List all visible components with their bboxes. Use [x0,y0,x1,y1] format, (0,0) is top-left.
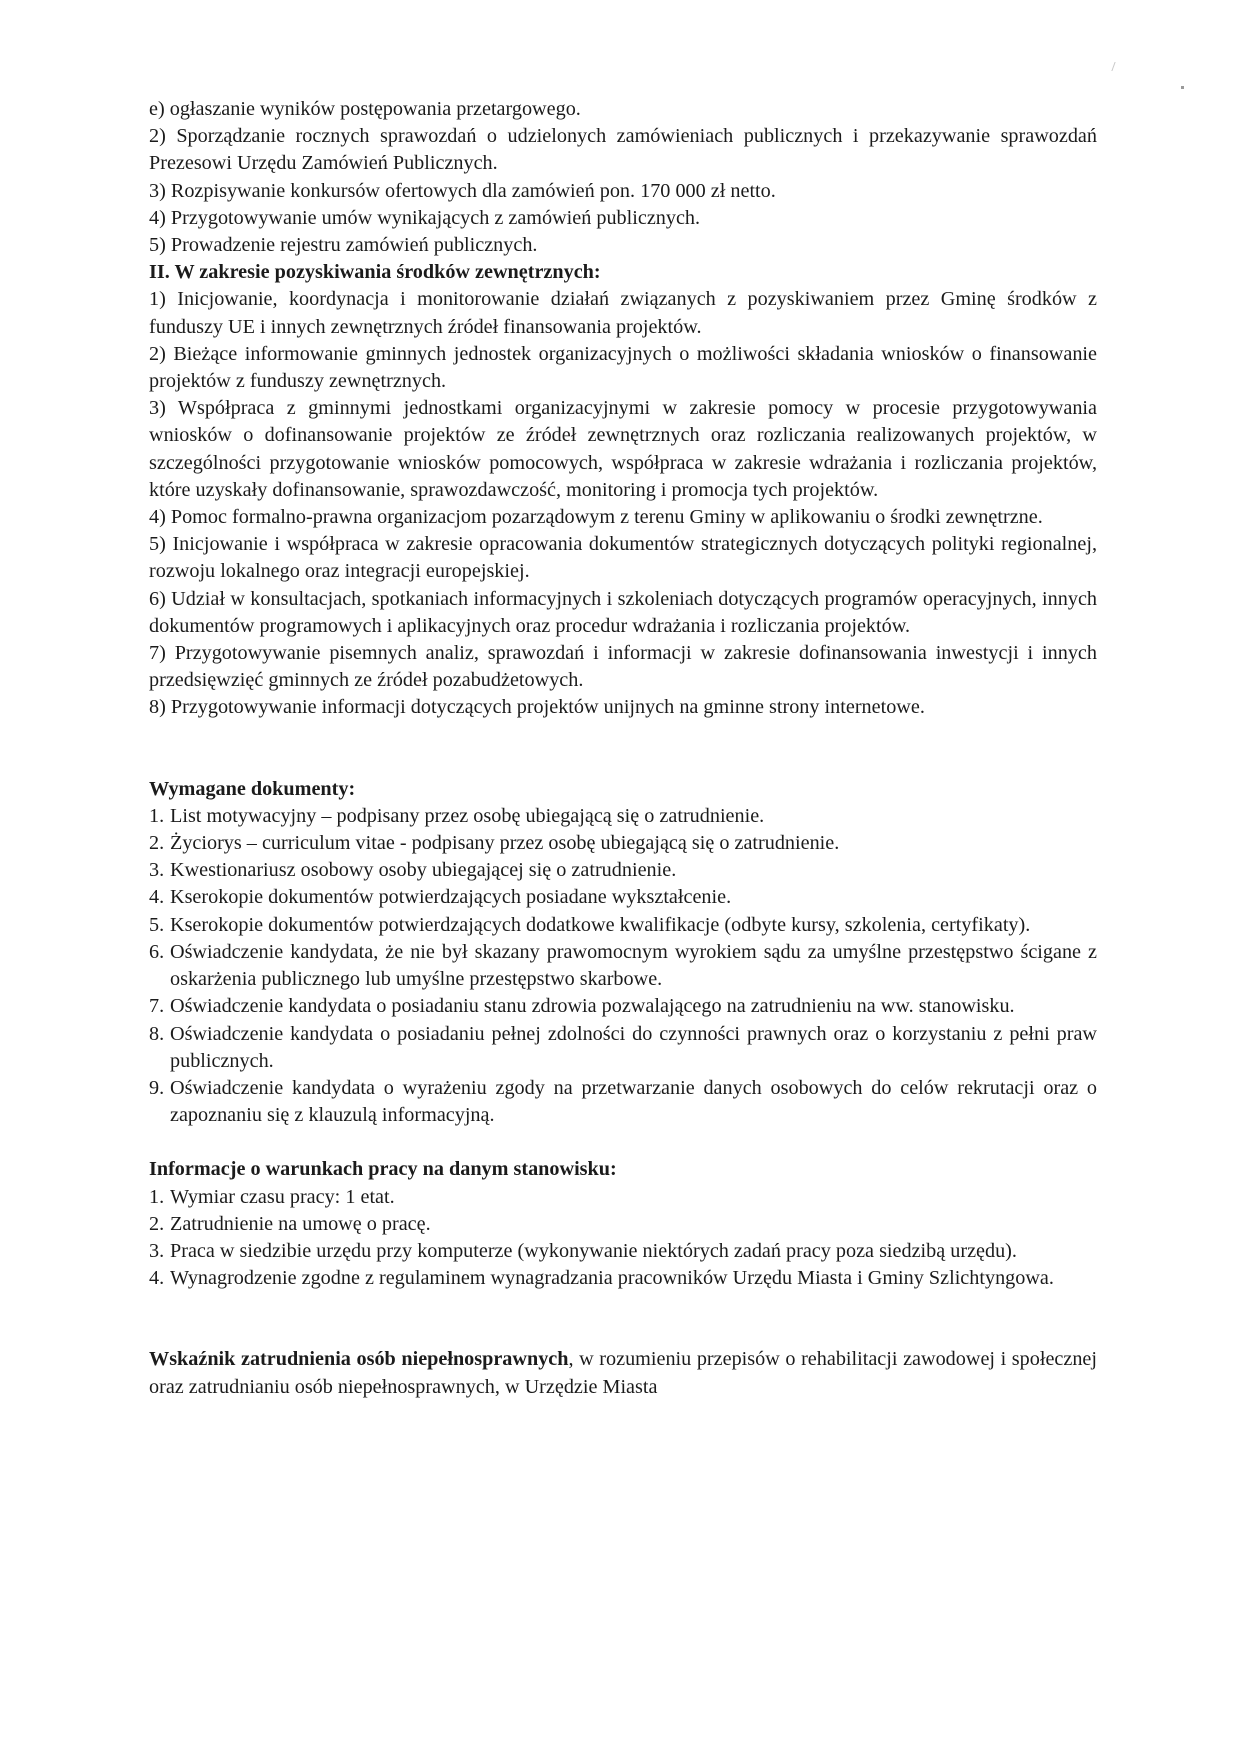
list-number: 1. [149,804,165,827]
list-item [149,857,1097,884]
list-number: 6. [149,940,165,963]
list-text: Kserokopie dokumentów potwierdzających dodatkowe kwalifikacje (odbyte kursy, szkolenia, certyfikaty). [170,913,1031,936]
list-number: 3. [149,1239,165,1262]
list-item [149,1265,1097,1292]
section-ii-item-3: 3) Współpraca z gminnymi jednostkami organizacyjnymi w zakresie pomocy w procesie przygotowywania wniosków o dofinansowanie projektów ze źródeł zewnętrznych oraz rozliczania realizowanych projektów, w szczególności przygotowanie wniosków pomocowych, współpraca w zakresie wdrażania i rozliczania projektów, które uzyskały dofinansowanie, sprawozdawczość, monitoring i promocja tych projektów. [149,397,1097,501]
list-item [149,939,1097,993]
list-item [149,1184,1097,1211]
list-text: Oświadczenie kandydata o posiadaniu pełnej zdolności do czynności prawnych oraz o korzystaniu z pełni praw publicznych. [170,1022,1097,1072]
disability-indicator-text: , w rozumieniu przepisów o rehabilitacji zawodowej i społecznej oraz zatrudnianiu osób niepełnosprawnych, w Urzędzie Miasta [149,1348,1097,1398]
list-number: 9. [149,1076,165,1099]
section-ii-item-7: 7) Przygotowywanie pisemnych analiz, sprawozdań i informacji w zakresie dofinansowania inwestycji i innych przedsięwzięć gminnych ze źródeł pozabudżetowych. [149,642,1097,692]
spacer [149,1292,1097,1346]
document-page [149,96,1097,1401]
list-number: 4. [149,886,165,909]
section-ii-item-8: 8) Przygotowywanie informacji dotyczących projektów unijnych na gminne strony internetowe. [149,696,925,719]
list-text: Wymiar czasu pracy: 1 etat. [170,1185,395,1208]
list-text: Oświadczenie kandydata o wyrażeniu zgody na przetwarzanie danych osobowych do celów rekrutacji oraz o zapoznaniu się z klauzulą informacyjną. [170,1076,1097,1127]
list-text: Życiorys – curriculum vitae - podpisany przez osobę ubiegającą się o zatrudnienie. [170,832,840,855]
list-text: Zatrudnienie na umowę o pracę. [170,1212,431,1235]
list-number: 2. [149,1212,165,1235]
required-documents-list [149,803,1097,1129]
section-ii-item-4: 4) Pomoc formalno-prawna organizacjom pozarządowym z terenu Gminy w aplikowaniu o środki zewnętrzne. [149,506,1043,529]
list-number: 2. [149,832,165,855]
section-i-item-e: e) ogłaszanie wyników postępowania przetargowego. [149,98,581,120]
scan-artifact-dot [1181,86,1184,89]
list-text: Kserokopie dokumentów potwierdzających posiadane wykształcenie. [170,886,732,909]
list-text: List motywacyjny – podpisany przez osobę ubiegającą się o zatrudnienie. [170,804,765,827]
section-i-item-2: 2) Sporządzanie rocznych sprawozdań o udzielonych zamówieniach publicznych i przekazywanie sprawozdań Prezesowi Urzędu Zamówień Publicznych. [149,125,1097,175]
list-number: 1. [149,1185,165,1208]
list-item [149,830,1097,857]
spacer [149,1129,1097,1156]
list-item [149,884,1097,911]
section-ii-item-6: 6) Udział w konsultacjach, spotkaniach informacyjnych i szkoleniach dotyczących programów operacyjnych, innych dokumentów programowych i aplikacyjnych oraz procedur wdrażania i rozliczania projektów. [149,587,1097,637]
list-text: Kwestionariusz osobowy osoby ubiegającej się o zatrudnienie. [170,859,677,882]
list-item [149,803,1097,830]
list-text: Praca w siedzibie urzędu przy komputerze (wykonywanie niektórych zadań pracy poza siedzibą urzędu). [170,1239,1017,1262]
spacer [149,722,1097,776]
disability-indicator-lead: Wskaźnik zatrudnienia osób niepełnosprawnych [149,1348,569,1371]
section-ii-item-2: 2) Bieżące informowanie gminnych jednostek organizacyjnych o możliwości składania wniosków o finansowanie projektów z funduszy zewnętrznych. [149,342,1097,393]
list-item [149,1021,1097,1075]
working-conditions-heading: Informacje o warunkach pracy na danym stanowisku: [149,1158,617,1181]
section-ii-item-5: 5) Inicjowanie i współpraca w zakresie opracowania dokumentów strategicznych dotyczących polityki regionalnej, rozwoju lokalnego oraz integracji europejskiej. [149,533,1097,583]
list-text: Oświadczenie kandydata o posiadaniu stanu zdrowia pozwalającego na zatrudnieniu na ww. stanowisku. [170,995,1015,1018]
list-number: 5. [149,913,165,936]
list-item [149,993,1097,1020]
section-ii-heading: II. W zakresie pozyskiwania środków zewnętrznych: [149,261,601,284]
list-item [149,1238,1097,1265]
section-ii-item-1: 1) Inicjowanie, koordynacja i monitorowanie działań związanych z pozyskiwaniem przez Gminę środków z funduszy UE i innych zewnętrznych źródeł finansowania projektów. [149,288,1097,338]
working-conditions-list [149,1184,1097,1293]
section-i-item-3: 3) Rozpisywanie konkursów ofertowych dla zamówień pon. 170 000 zł netto. [149,179,776,202]
disability-indicator-paragraph [149,1346,1097,1400]
list-text: Wynagrodzenie zgodne z regulaminem wynagradzania pracowników Urzędu Miasta i Gminy Szlichtyngowa. [170,1267,1054,1290]
section-i-item-4: 4) Przygotowywanie umów wynikających z zamówień publicznych. [149,206,701,229]
list-number: 8. [149,1022,165,1045]
list-item [149,1211,1097,1238]
section-i-item-5: 5) Prowadzenie rejestru zamówień publicznych. [149,234,538,257]
list-text: Oświadczenie kandydata, że nie był skazany prawomocnym wyrokiem sądu za umyślne przestępstwo ścigane z oskarżenia publicznego lub umyślne przestępstwo skarbowe. [170,940,1097,991]
list-item [149,912,1097,939]
scan-artifact-mark [1111,62,1119,71]
list-number: 7. [149,995,165,1018]
list-number: 4. [149,1267,165,1290]
required-documents-heading: Wymagane dokumenty: [149,777,356,800]
list-item [149,1075,1097,1129]
list-number: 3. [149,859,165,882]
